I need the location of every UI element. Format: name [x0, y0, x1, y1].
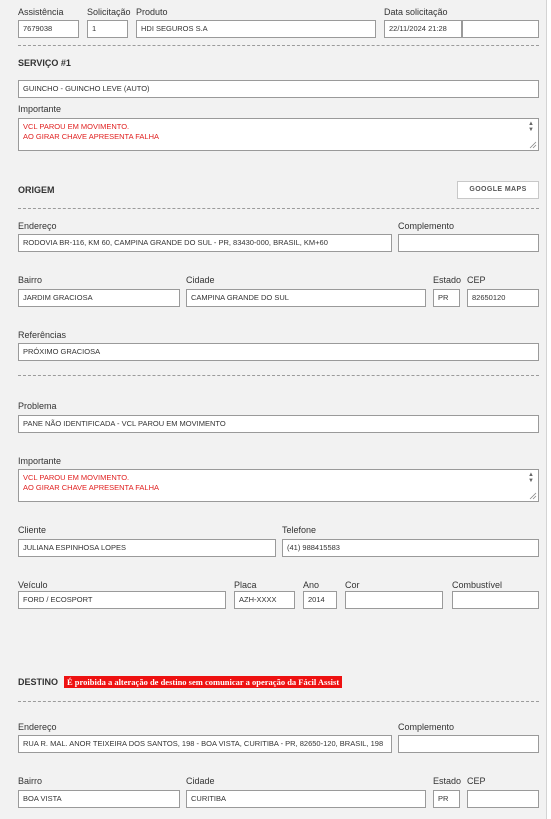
- origem-referencias-label: Referências: [18, 330, 67, 340]
- origem-cep-label: CEP: [467, 275, 486, 285]
- veiculo-field[interactable]: FORD / ECOSPORT: [18, 591, 226, 609]
- destino-cidade-field[interactable]: CURITIBA: [186, 790, 426, 808]
- problema-importante-textarea[interactable]: [18, 469, 539, 502]
- textarea-line: AO GIRAR CHAVE APRESENTA FALHA: [23, 132, 160, 141]
- origem-complemento-label: Complemento: [398, 221, 455, 231]
- solicitacao-field[interactable]: 1: [87, 20, 128, 38]
- origem-bairro-label: Bairro: [18, 275, 43, 285]
- cliente-label: Cliente: [18, 525, 47, 535]
- resize-grip-icon[interactable]: [529, 492, 537, 500]
- scrollbar-gutter: [546, 0, 551, 819]
- origem-complemento-field[interactable]: [398, 234, 539, 252]
- divider: [18, 375, 539, 376]
- solicitacao-label: Solicitação: [87, 7, 131, 17]
- origem-bairro-field[interactable]: JARDIM GRACIOSA: [18, 289, 180, 307]
- destino-warning-badge: É proibida a alteração de destino sem comunicar a operação da Fácil Assist: [64, 676, 342, 688]
- origem-referencias-field[interactable]: PRÓXIMO GRACIOSA: [18, 343, 539, 361]
- servico-tipo-field[interactable]: GUINCHO - GUINCHO LEVE (AUTO): [18, 80, 539, 98]
- destino-estado-label: Estado: [433, 776, 462, 786]
- combustivel-field[interactable]: [452, 591, 539, 609]
- textarea-line: VCL PAROU EM MOVIMENTO.: [23, 122, 130, 131]
- textarea-line: AO GIRAR CHAVE APRESENTA FALHA: [23, 483, 160, 492]
- destino-cidade-label: Cidade: [186, 776, 215, 786]
- combustivel-label: Combustível: [452, 580, 503, 590]
- destino-complemento-field[interactable]: [398, 735, 539, 753]
- produto-field[interactable]: HDI SEGUROS S.A: [136, 20, 376, 38]
- data-solicitacao-field[interactable]: 22/11/2024 21:28: [384, 20, 462, 38]
- origem-cidade-field[interactable]: CAMPINA GRANDE DO SUL: [186, 289, 426, 307]
- divider: [18, 208, 539, 209]
- destino-endereco-field[interactable]: RUA R. MAL. ANOR TEIXEIRA DOS SANTOS, 198 - BOA VISTA, CURITIBA - PR, 82650-120, BRASIL, 198: [18, 735, 392, 753]
- origem-cidade-label: Cidade: [186, 275, 215, 285]
- destino-bairro-field[interactable]: BOA VISTA: [18, 790, 180, 808]
- ano-field[interactable]: 2014: [303, 591, 337, 609]
- assistencia-field[interactable]: 7679038: [18, 20, 79, 38]
- placa-field[interactable]: AZH-XXXX: [234, 591, 295, 609]
- destino-endereco-label: Endereço: [18, 722, 57, 732]
- servico-importante-textarea[interactable]: [18, 118, 539, 151]
- textarea-line: VCL PAROU EM MOVIMENTO.: [23, 473, 130, 482]
- servico-title: SERVIÇO #1: [18, 58, 71, 68]
- destino-bairro-label: Bairro: [18, 776, 43, 786]
- cliente-field[interactable]: JULIANA ESPINHOSA LOPES: [18, 539, 276, 557]
- cor-field[interactable]: [345, 591, 443, 609]
- assistencia-label: Assistência: [18, 7, 64, 17]
- destino-title: DESTINO: [18, 677, 59, 687]
- problema-importante-label: Importante: [18, 456, 62, 466]
- destino-complemento-label: Complemento: [398, 722, 455, 732]
- data-solicitacao-label: Data solicitação: [384, 7, 448, 17]
- destino-estado-field[interactable]: PR: [433, 790, 460, 808]
- destino-cep-label: CEP: [467, 776, 486, 786]
- origem-endereco-field[interactable]: RODOVIA BR-116, KM 60, CAMPINA GRANDE DO SUL - PR, 83430-000, BRASIL, KM+60: [18, 234, 392, 252]
- divider: [18, 45, 539, 46]
- divider: [18, 701, 539, 702]
- produto-label: Produto: [136, 7, 168, 17]
- cor-label: Cor: [345, 580, 360, 590]
- problema-label: Problema: [18, 401, 57, 411]
- ano-label: Ano: [303, 580, 320, 590]
- origem-cep-field[interactable]: 82650120: [467, 289, 539, 307]
- servico-importante-label: Importante: [18, 104, 62, 114]
- spinner-icon[interactable]: ▲ ▼: [528, 472, 534, 484]
- veiculo-label: Veículo: [18, 580, 48, 590]
- spinner-icon[interactable]: ▲ ▼: [528, 121, 534, 133]
- origem-estado-label: Estado: [433, 275, 462, 285]
- telefone-field[interactable]: (41) 988415583: [282, 539, 539, 557]
- data-extra-field[interactable]: [462, 20, 539, 38]
- origem-estado-field[interactable]: PR: [433, 289, 460, 307]
- destino-cep-field[interactable]: [467, 790, 539, 808]
- problema-field[interactable]: PANE NÃO IDENTIFICADA - VCL PAROU EM MOVIMENTO: [18, 415, 539, 433]
- resize-grip-icon[interactable]: [529, 141, 537, 149]
- placa-label: Placa: [234, 580, 257, 590]
- origem-endereco-label: Endereço: [18, 221, 57, 231]
- origem-title: ORIGEM: [18, 185, 55, 195]
- telefone-label: Telefone: [282, 525, 317, 535]
- google-maps-button[interactable]: GOOGLE MAPS: [457, 181, 539, 199]
